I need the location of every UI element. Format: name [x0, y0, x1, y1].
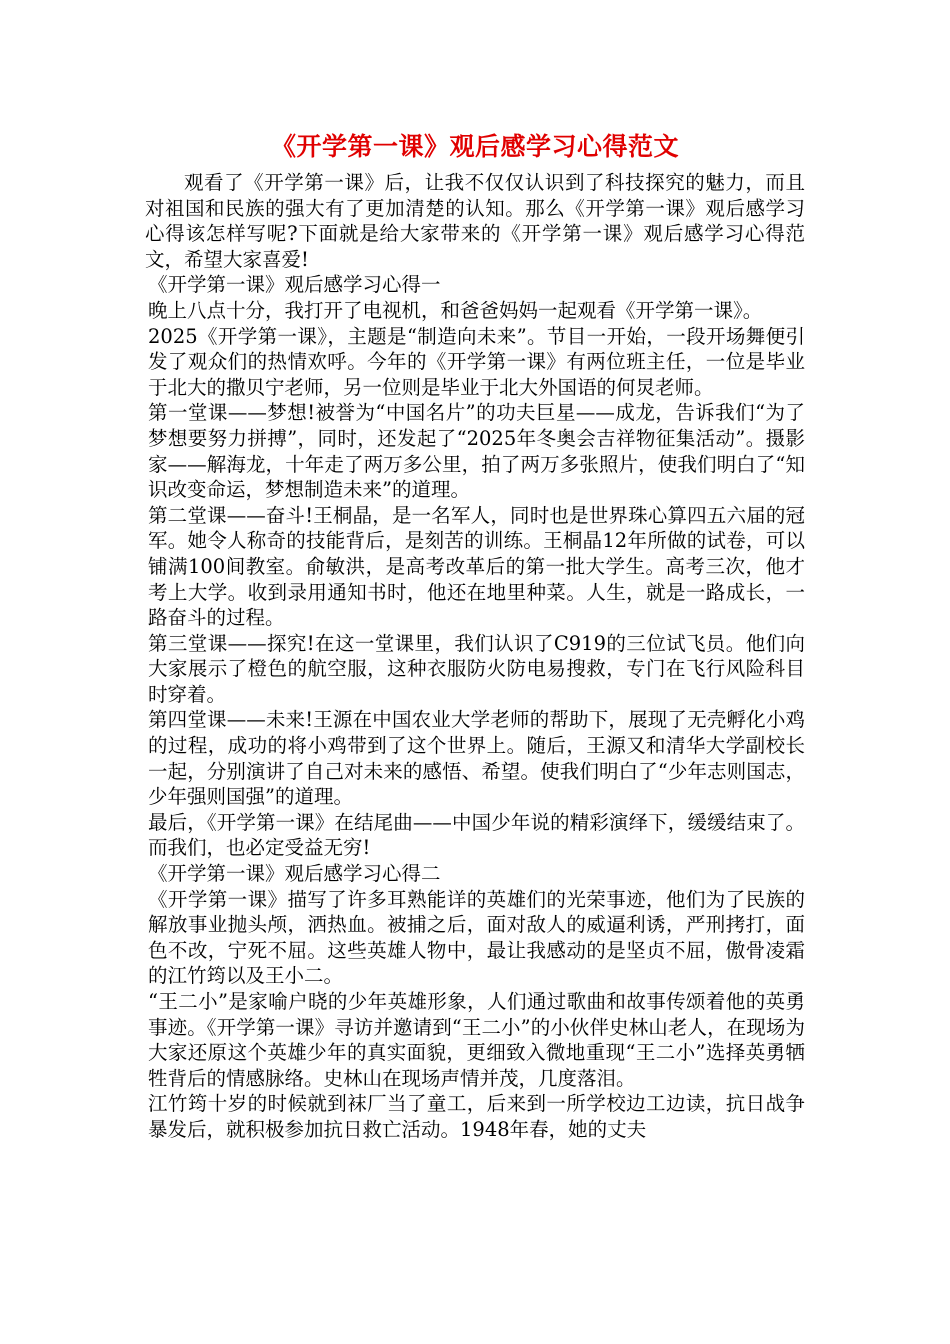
section-heading-2: 《开学第一课》观后感学习心得二	[148, 862, 441, 886]
paragraph: 《开学第一课》描写了许多耳熟能详的英雄们的光荣事迹，他们为了民族的解放事业抛头颅，洒热血。被捕之后，面对敌人的威逼利诱，严刑拷打，面色不改，宁死不屈。这些英雄人物中，最让我感动的是坚贞不屈，傲骨凌霜的江竹筠以及王小二。	[148, 887, 805, 988]
paragraph: 第三堂课——探究!在这一堂课里，我们认识了C919的三位试飞员。他们向大家展示了橙色的航空服，这种衣服防火防电易搜救，专门在飞行风险科目时穿着。	[148, 631, 805, 706]
paragraph: 晚上八点十分，我打开了电视机，和爸爸妈妈一起观看《开学第一课》。	[148, 298, 763, 322]
document-page	[145, 128, 805, 1143]
intro-paragraph: 观看了《开学第一课》后，让我不仅仅认识到了科技探究的魅力，而且对祖国和民族的强大有了更加清楚的认知。那么《开学第一课》观后感学习心得该怎样写呢?下面就是给大家带来的《开学第一课》观后感学习心得范文，希望大家喜爱!	[145, 171, 805, 271]
paragraph: 最后，《开学第一课》在结尾曲——中国少年说的精彩演绎下，缓缓结束了。而我们，也必定受益无穷!	[148, 810, 805, 860]
paragraph: 第四堂课——未来!王源在中国农业大学老师的帮助下，展现了无壳孵化小鸡的过程，成功的将小鸡带到了这个世界上。随后，王源又和清华大学副校长一起，分别演讲了自己对未来的感悟、希望。使我们明白了“少年志则国志，少年强则国强”的道理。	[148, 708, 805, 809]
paragraph: 第二堂课——奋斗!王桐晶，是一名军人，同时也是世界珠心算四五六届的冠军。她令人称奇的技能背后，是刻苦的训练。王桐晶12年所做的试卷，可以铺满100间教室。俞敏洪，是高考改革后的第一批大学生。高考三次，他才考上大学。收到录用通知书时，他还在地里种菜。人生，就是一路成长，一路奋斗的过程。	[148, 503, 805, 630]
paragraph: 第一堂课——梦想!被誉为“中国名片”的功夫巨星——成龙，告诉我们“为了梦想要努力拼搏”，同时，还发起了“2025年冬奥会吉祥物征集活动”。摄影家——解海龙，十年走了两万多公里，拍了两万多张照片，使我们明白了“知识改变命运，梦想制造未来”的道理。	[148, 401, 805, 502]
paragraph: “王二小”是家喻户晓的少年英雄形象，人们通过歌曲和故事传颂着他的英勇事迹。《开学第一课》寻访并邀请到“王二小”的小伙伴史林山老人，在现场为大家还原这个英雄少年的真实面貌，更细致入微地重现“王二小”选择英勇牺牲背后的情感脉络。史林山在现场声情并茂，几度落泪。	[148, 990, 805, 1090]
document-title: 《开学第一课》观后感学习心得范文	[270, 132, 679, 161]
paragraph: 2025《开学第一课》，主题是“制造向未来”。节目一开始，一段开场舞便引发了观众们的热情欢呼。今年的《开学第一课》有两位班主任，一位是毕业于北大的撒贝宁老师，另一位则是毕业于北大外国语的何炅老师。	[148, 324, 805, 399]
paragraph: 江竹筠十岁的时候就到袜厂当了童工，后来到一所学校边工边读，抗日战争暴发后，就积极参加抗日救亡活动。1948年春，她的丈夫	[148, 1092, 805, 1141]
section-heading-1: 《开学第一课》观后感学习心得一	[148, 273, 441, 297]
